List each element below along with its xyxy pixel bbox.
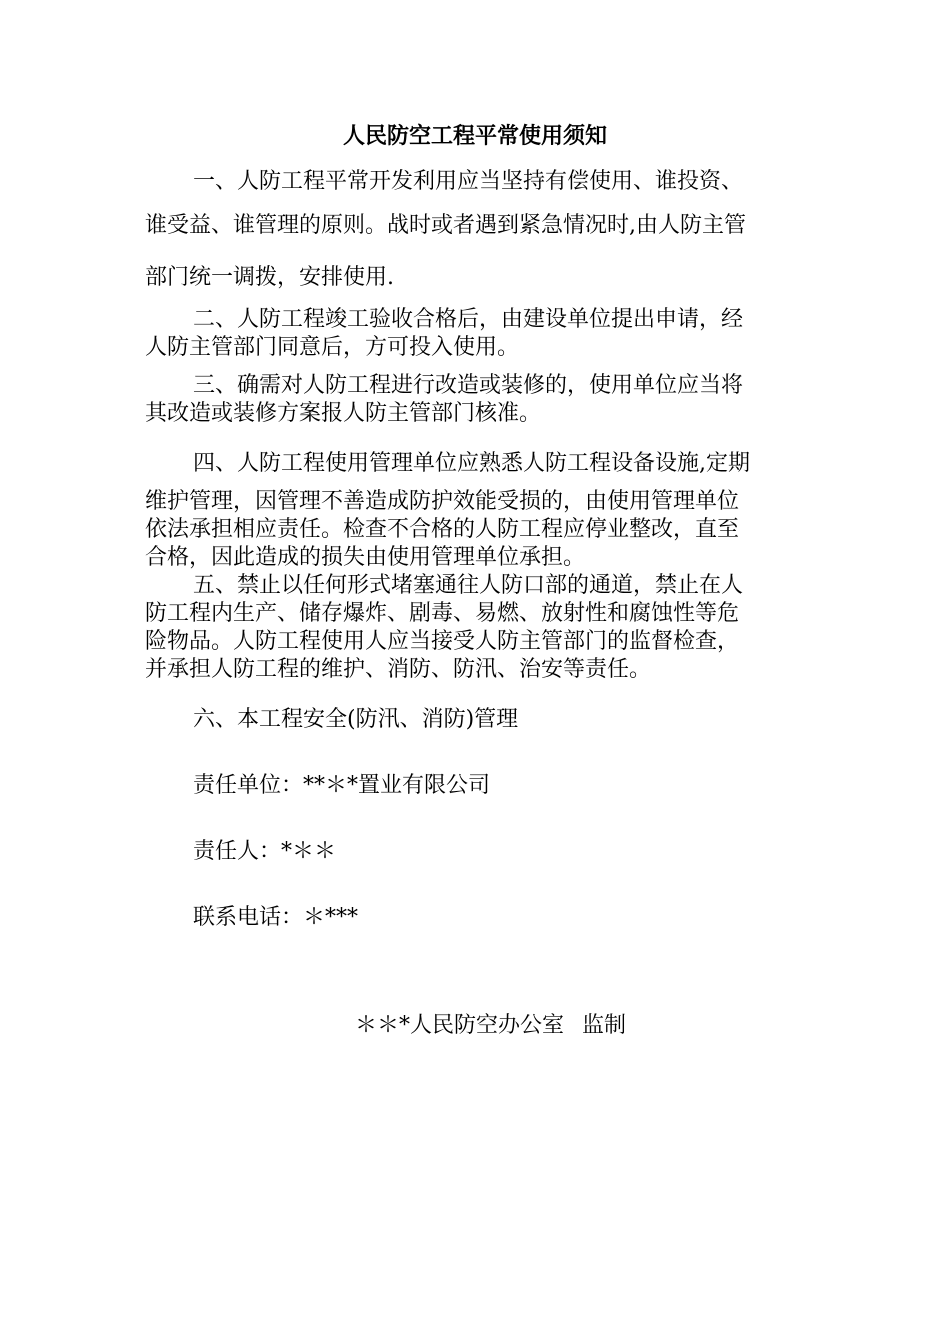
paragraph-line: 并承担人防工程的维护、消防、防汛、治安等责任。 xyxy=(145,657,652,682)
responsible-unit: 责任单位：**＊*置业有限公司 xyxy=(193,773,491,798)
paragraph-line: 一、人防工程平常开发利用应当坚持有偿使用、谁投资、 xyxy=(193,169,744,194)
paragraph-line: 其改造或装修方案报人防主管部门核准。 xyxy=(145,401,542,426)
footer-org: ＊＊*人民防空办公室 xyxy=(355,1013,565,1038)
paragraph-line: 二、人防工程竣工验收合格后，由建设单位提出申请，经 xyxy=(193,307,744,332)
paragraph-line: 险物品。人防工程使用人应当接受人防主管部门的监督检查， xyxy=(145,629,740,654)
paragraph-line: 人防主管部门同意后，方可投入使用。 xyxy=(145,335,520,360)
responsible-person: 责任人：*＊＊ xyxy=(193,839,337,864)
paragraph-line: 合格，因此造成的损失由使用管理单位承担。 xyxy=(145,545,586,570)
contact-phone: 联系电话：＊*** xyxy=(193,905,359,930)
paragraph-line: 依法承担相应责任。检查不合格的人防工程应停业整改，直至 xyxy=(145,517,740,542)
footer-action: 监制 xyxy=(582,1013,627,1038)
paragraph-line: 部门统一调拨，安排使用. xyxy=(145,265,394,290)
paragraph-line: 防工程内生产、储存爆炸、剧毒、易燃、放射性和腐蚀性等危 xyxy=(145,601,740,626)
paragraph-line: 维护管理，因管理不善造成防护效能受损的，由使用管理单位 xyxy=(145,489,740,514)
document-title: 人民防空工程平常使用须知 xyxy=(342,123,607,149)
paragraph-5 xyxy=(145,572,805,684)
paragraph-1 xyxy=(145,166,805,294)
paragraph-4 xyxy=(145,448,805,572)
footer-signature xyxy=(355,1010,626,1042)
paragraph-line: 四、人防工程使用管理单位应熟悉人防工程设备设施,定期 xyxy=(193,451,750,476)
paragraph-line: 谁受益、谁管理的原则。战时或者遇到紧急情况时,由人防主管 xyxy=(145,213,746,238)
section-6-heading: 六、本工程安全(防汛、消防)管理 xyxy=(193,707,519,732)
paragraph-line: 三、确需对人防工程进行改造或装修的，使用单位应当将 xyxy=(193,373,744,398)
paragraph-2 xyxy=(145,306,805,362)
paragraph-3 xyxy=(145,372,805,428)
paragraph-line: 五、禁止以任何形式堵塞通往人防口部的通道，禁止在人 xyxy=(193,573,744,598)
